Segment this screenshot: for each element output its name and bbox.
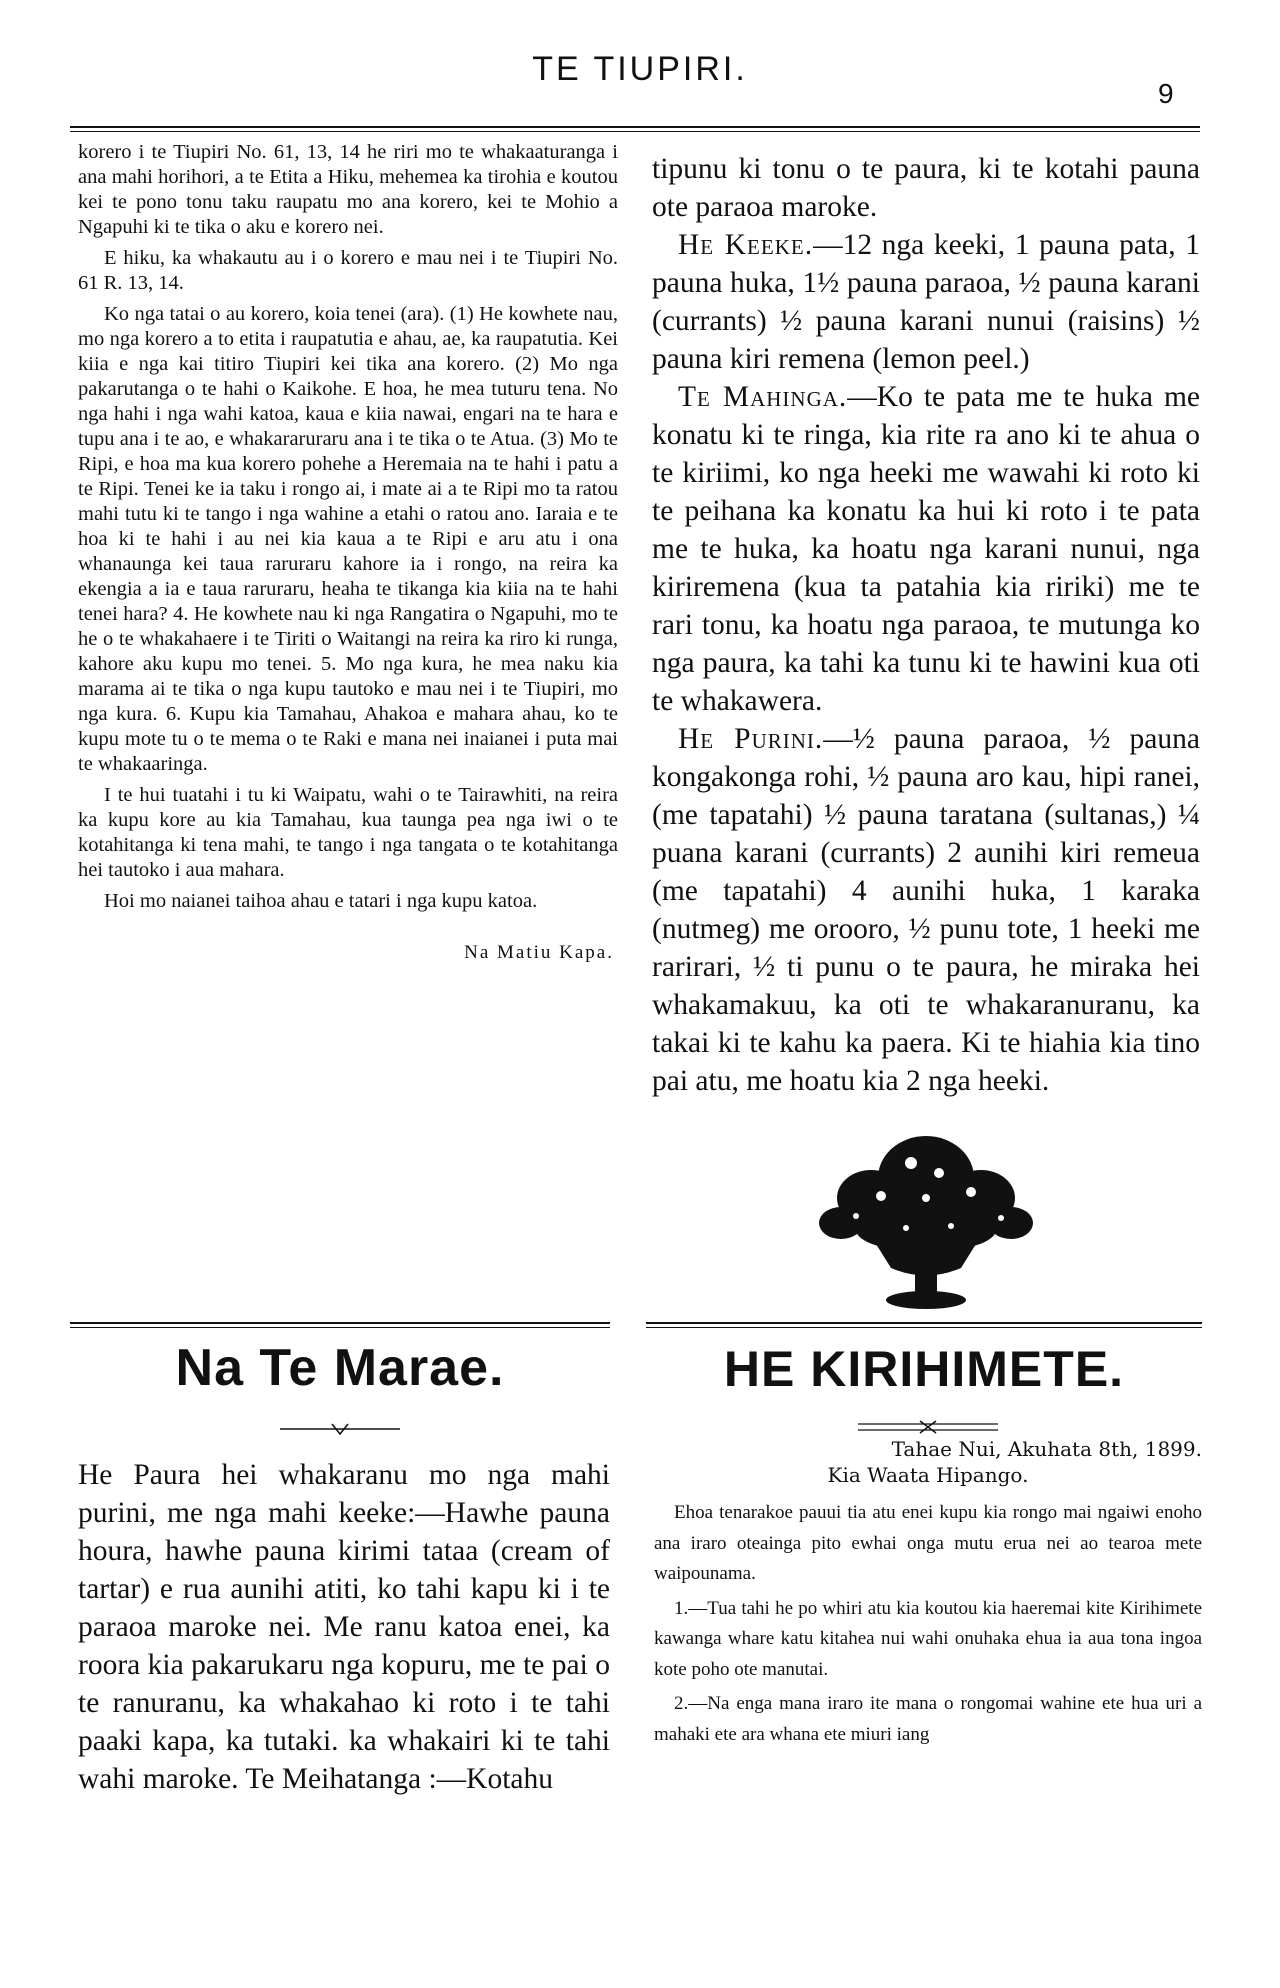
flower-vase-ornament-icon <box>811 1118 1041 1328</box>
flourish-divider-icon <box>858 1420 998 1434</box>
left-paragraph: I te hui tuatahi i tu ki Waipatu, wahi o te Tairawhiti, na reira ka kupu kore au kia Tamahau, kua taunga pea nga iwi o te kotahitanga ki tena mahi, te tango i nga tangata o te kotahitanga hei tautoko i aua mahara. <box>78 784 618 881</box>
recipe-keeke-text: —12 nga keeki, 1 pauna pata, 1 pauna huka, 1½ pauna paraoa, ½ pauna karani (currants) ½ pauna karani nunui (raisins) ½ pauna kiri remena (lemon peel.) <box>652 229 1201 375</box>
letter-salutation: Kia Waata Hipango. <box>827 1463 1029 1487</box>
header-rule <box>70 126 1200 132</box>
left-paragraph: Hoi mo naianei taihoa ahau e tatari i nga kupu katoa. <box>104 890 538 912</box>
section-heading-he-kirihimete: HE KIRIHIMETE. <box>723 1341 1125 1397</box>
recipe-mahinga-lead: Te Mahinga. <box>678 381 848 413</box>
left-paragraph: korero i te Tiupiri No. 61, 13, 14 he riri mo te whakaaturanga i ana mahi horihori, a te Etita a Hiku, mehemea ka tirohia e koutou kei te pono tonu taku raupatu mo ana korero, kei te Mohio a Ngapuhi ki te tika o aku e korero nei. <box>78 141 618 238</box>
recipe-mahinga <box>652 378 1200 720</box>
recipe-keeke <box>652 226 1200 378</box>
letter-paragraph: 1.—Tua tahi he po whiri atu kia koutou kia haeremai kite Kirihimete kawanga whare katu kitahea nui wahi onuhaka ehua ia aua tona ingoa kote poho ote manutai. <box>654 1597 1202 1680</box>
letter-paragraph: 2.—Na enga mana iraro ite mana o rongomai wahine ete hua uri a mahaki ete ara whana ete miuri iang <box>654 1693 1202 1745</box>
section-heading-na-te-marae: Na Te Marae. <box>175 1339 505 1397</box>
letter-paragraph: Ehoa tenarakoe pauui tia atu enei kupu kia rongo mai ngaiwi enoho ana iraro oteainga pito ewhai onga mutu erua nei ao tearoa mete waipounama. <box>654 1502 1202 1584</box>
recipe-purini-text: —½ pauna paraoa, ½ pauna kongakonga rohi, ½ pauna aro kau, hipi ranei, (me tapatahi) ½ pauna taratana (sultanas,) ¼ puana karani (currants) 2 aunihi kiri remeua (me tapatahi) 4 aunihi huka, 1 karaka (nutmeg) me orooro, ½ punu tote, 1 heeki me rarirari, ½ ti punu o te paura, he miraka hei whakamakuu, ka oti te whakaranuranu, ka takai ki te kahu ka paera. Ki te hiahia kia tino pai atu, me hoatu kia 2 nga heeki. <box>652 723 1200 1097</box>
na-te-marae-body <box>78 1456 610 1798</box>
signature: Na Matiu Kapa. <box>464 942 614 963</box>
flourish-divider-icon <box>280 1422 400 1436</box>
recipe-purini-lead: He Purini. <box>678 723 824 755</box>
recipe-intro: tipunu ki tonu o te paura, ki te kotahi pauna ote paraoa maroke. <box>652 153 1200 223</box>
section-rule-left <box>70 1322 610 1328</box>
page-number: 9 <box>1158 78 1174 109</box>
recipe-purini <box>652 720 1200 1100</box>
letter-dateline: Tahae Nui, Akuhata 8th, 1899. <box>891 1437 1202 1461</box>
section-rule-right <box>646 1322 1202 1328</box>
left-paragraph: Ko nga tatai o au korero, koia tenei (ara). (1) He kowhete nau, mo nga korero a to etita i raupatutia e ahau, ae, ka raupatutia. Kei kiia e nga kai titiro Tiupiri kei tika ana korero. (2) Mo nga pakarutanga o te hahi o Kaikohe. E hoa, he mea tuturu tena. No nga hahi i nga wahi katoa, kaua e kiia nawai, engari na te hara e tupu ana i te ao, e whakararuraru ana i te tika o te Atua. (3) Mo te Ripi, e hoa ma kua korero pohehe a Heremaia na te hahi i patu a te Ripi. Tenei ke ia taku i rongo ai, i mate ai a te Ripi mo ta ratou mahi tutu ki te tango i nga wahine a etahi o ratou ano. Iaraia e te hoa ki te hahi i au nei kia kaua a te Ripi e aru atu i ona whanaunga kei taua raruraru kahore ia i rongo, na reira ka ekengia a ia e taua raruraru, heaha te tikanga kia kiia na te hahi tenei hara? 4. He kowhete nau ki nga Rangatira o Ngapuhi, mo te he o te whakahaere i te Tiriti o Waitangi na reira ka riro ki runga, kahore aku kupu mo tenei. 5. Mo nga kura, he mea naku kia marama ai te tika o nga kupu tautoko e mau nei i te Tiupiri, mo nga kura. 6. Kupu kia Tamahau, Ahakoa e mahara ahau, ko te kupu mote tu o te mema o te Raki e mana nei inaianei i puta mai te whakaaringa. <box>78 303 618 775</box>
left-column <box>78 140 618 971</box>
na-te-marae-text: He Paura hei whakaranu mo nga mahi purini, me nga mahi keeke:—Hawhe pauna houra, hawhe pauna kirimi tataa (cream of tartar) e rua aunihi atiti, ko tahi kapu ki i te paraoa maroke nei. Me ranu katoa enei, ka roora kia pakarukaru nga kopuru, me te pai o te ranuranu, ka whakahao ki roto i te tahi paaki kapa, ka tutaki. ka whakairi ki te tahi wahi maroke. Te Meihatanga :—Kotahu <box>78 1459 610 1795</box>
recipe-keeke-lead: He Keeke. <box>678 229 814 261</box>
recipe-mahinga-text: —Ko te pata me te huka me konatu ki te ringa, kia rite ra ano ki te ahua o te kiriimi, ko nga heeki me wawahi ki roto ki te peihana ka konatu ka hui ki roto i te pata me te huka, ka hoatu nga karani nunui, nga kiriremena (kua ta patahia kia ririki) me te rari tonu, ka hoatu nga paraoa, te mutunga ko nga paura, ka tahi ka tunu ki te hawini kua oti te whakawera. <box>652 381 1200 717</box>
left-paragraph: E hiku, ka whakautu au i o korero e mau nei i te Tiupiri No. 61 R. 13, 14. <box>78 247 618 294</box>
right-column <box>652 150 1200 1328</box>
running-head: TE TIUPIRI. <box>532 50 748 88</box>
he-kirihimete-body <box>654 1436 1202 1754</box>
